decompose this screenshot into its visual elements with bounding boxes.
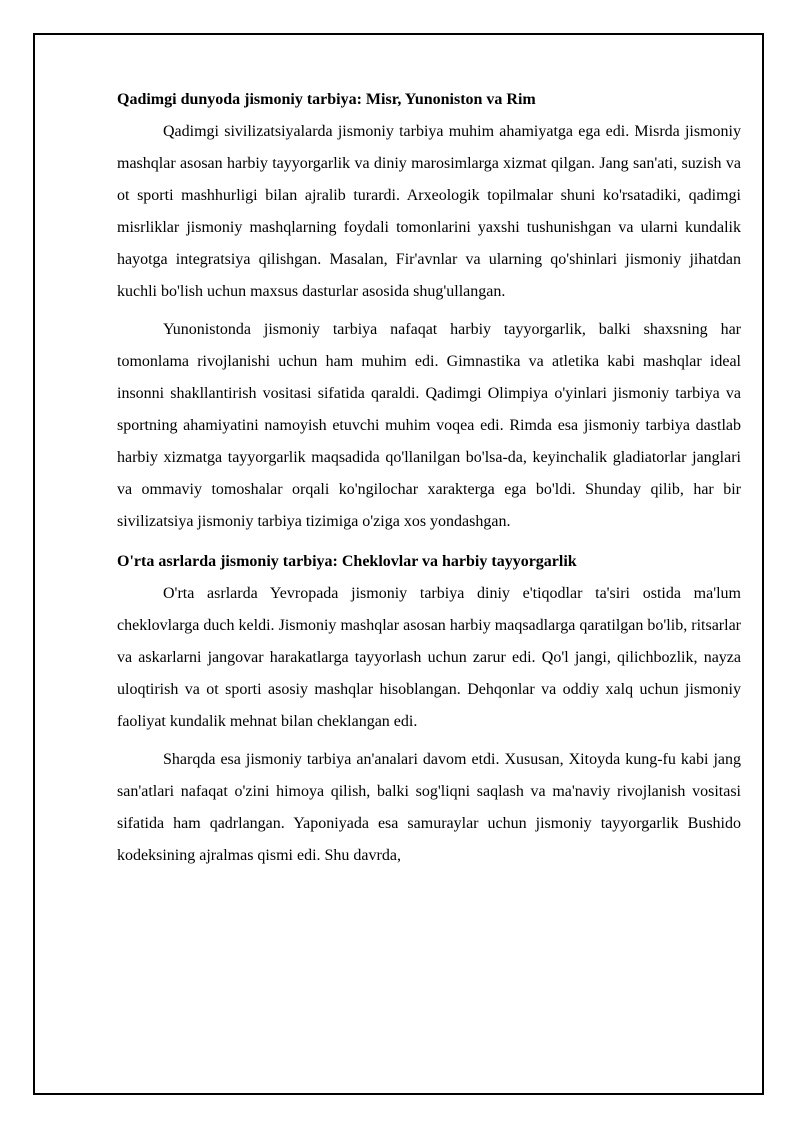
- paragraph-greece-rome: Yunonistonda jismoniy tarbiya nafaqat harbiy tayyorgarlik, balki shaxsning har tomonlama rivojlanishi uchun ham muhim edi. Gimnastika va atletika kabi mashqlar ideal insonni shakllantirish vositasi sifatida qaraldi. Qadimgi Olimpiya o'yinlari jismoniy tarbiya va sportning ahamiyatini namoyish etuvchi muhim voqea edi. Rimda esa jismoniy tarbiya dastlab harbiy xizmatga tayyorgarlik maqsadida qo'llanilgan bo'lsa-da, keyinchalik gladiatorlar janglari va ommaviy tomoshalar orqali ko'ngilochar xarakterga ega bo'ldi. Shunday qilib, har bir sivilizatsiya jismoniy tarbiya tizimiga o'ziga xos yondashgan.: [117, 321, 741, 530]
- document-body: [117, 84, 741, 878]
- paragraph-east: Sharqda esa jismoniy tarbiya an'analari davom etdi. Xususan, Xitoyda kung-fu kabi jang san'atlari nafaqat o'zini himoya qilish, balki sog'liqni saqlash va ma'naviy rivojlanish vositasi sifatida ham qadrlangan. Yaponiyada esa samuraylar uchun jismoniy tayyorgarlik Bushido kodeksining ajralmas qismi edi. Shu davrda,: [117, 751, 741, 864]
- section-heading-middle-ages: O'rta asrlarda jismoniy tarbiya: Cheklovlar va harbiy tayyorgarlik: [117, 553, 577, 570]
- paragraph-egypt: Qadimgi sivilizatsiyalarda jismoniy tarbiya muhim ahamiyatga ega edi. Misrda jismoniy mashqlar asosan harbiy tayyorgarlik va diniy marosimlarga xizmat qilgan. Jang san'ati, suzish va ot sporti mashhurligi bilan ajralib turardi. Arxeologik topilmalar shuni ko'rsatadiki, qadimgi misrliklar jismoniy mashqlarning foydali tomonlarini yaxshi tushunishgan va ularni kundalik hayotga integratsiya qilishgan. Masalan, Fir'avnlar va ularning qo'shinlari jismoniy jihatdan kuchli bo'lish uchun maxsus dasturlar asosida shug'ullangan.: [117, 123, 741, 300]
- section-heading-ancient: Qadimgi dunyoda jismoniy tarbiya: Misr, Yunoniston va Rim: [117, 91, 536, 108]
- paragraph-europe: O'rta asrlarda Yevropada jismoniy tarbiya diniy e'tiqodlar ta'siri ostida ma'lum cheklovlarga duch keldi. Jismoniy mashqlar asosan harbiy maqsadlarga qaratilgan bo'lib, ritsarlar va askarlarni jangovar harakatlarga tayyorlash uchun zarur edi. Qo'l jangi, qilichbozlik, nayza uloqtirish va ot sporti asosiy mashqlar hisoblangan. Dehqonlar va oddiy xalq uchun jismoniy faoliyat kundalik mehnat bilan cheklangan edi.: [117, 585, 741, 730]
